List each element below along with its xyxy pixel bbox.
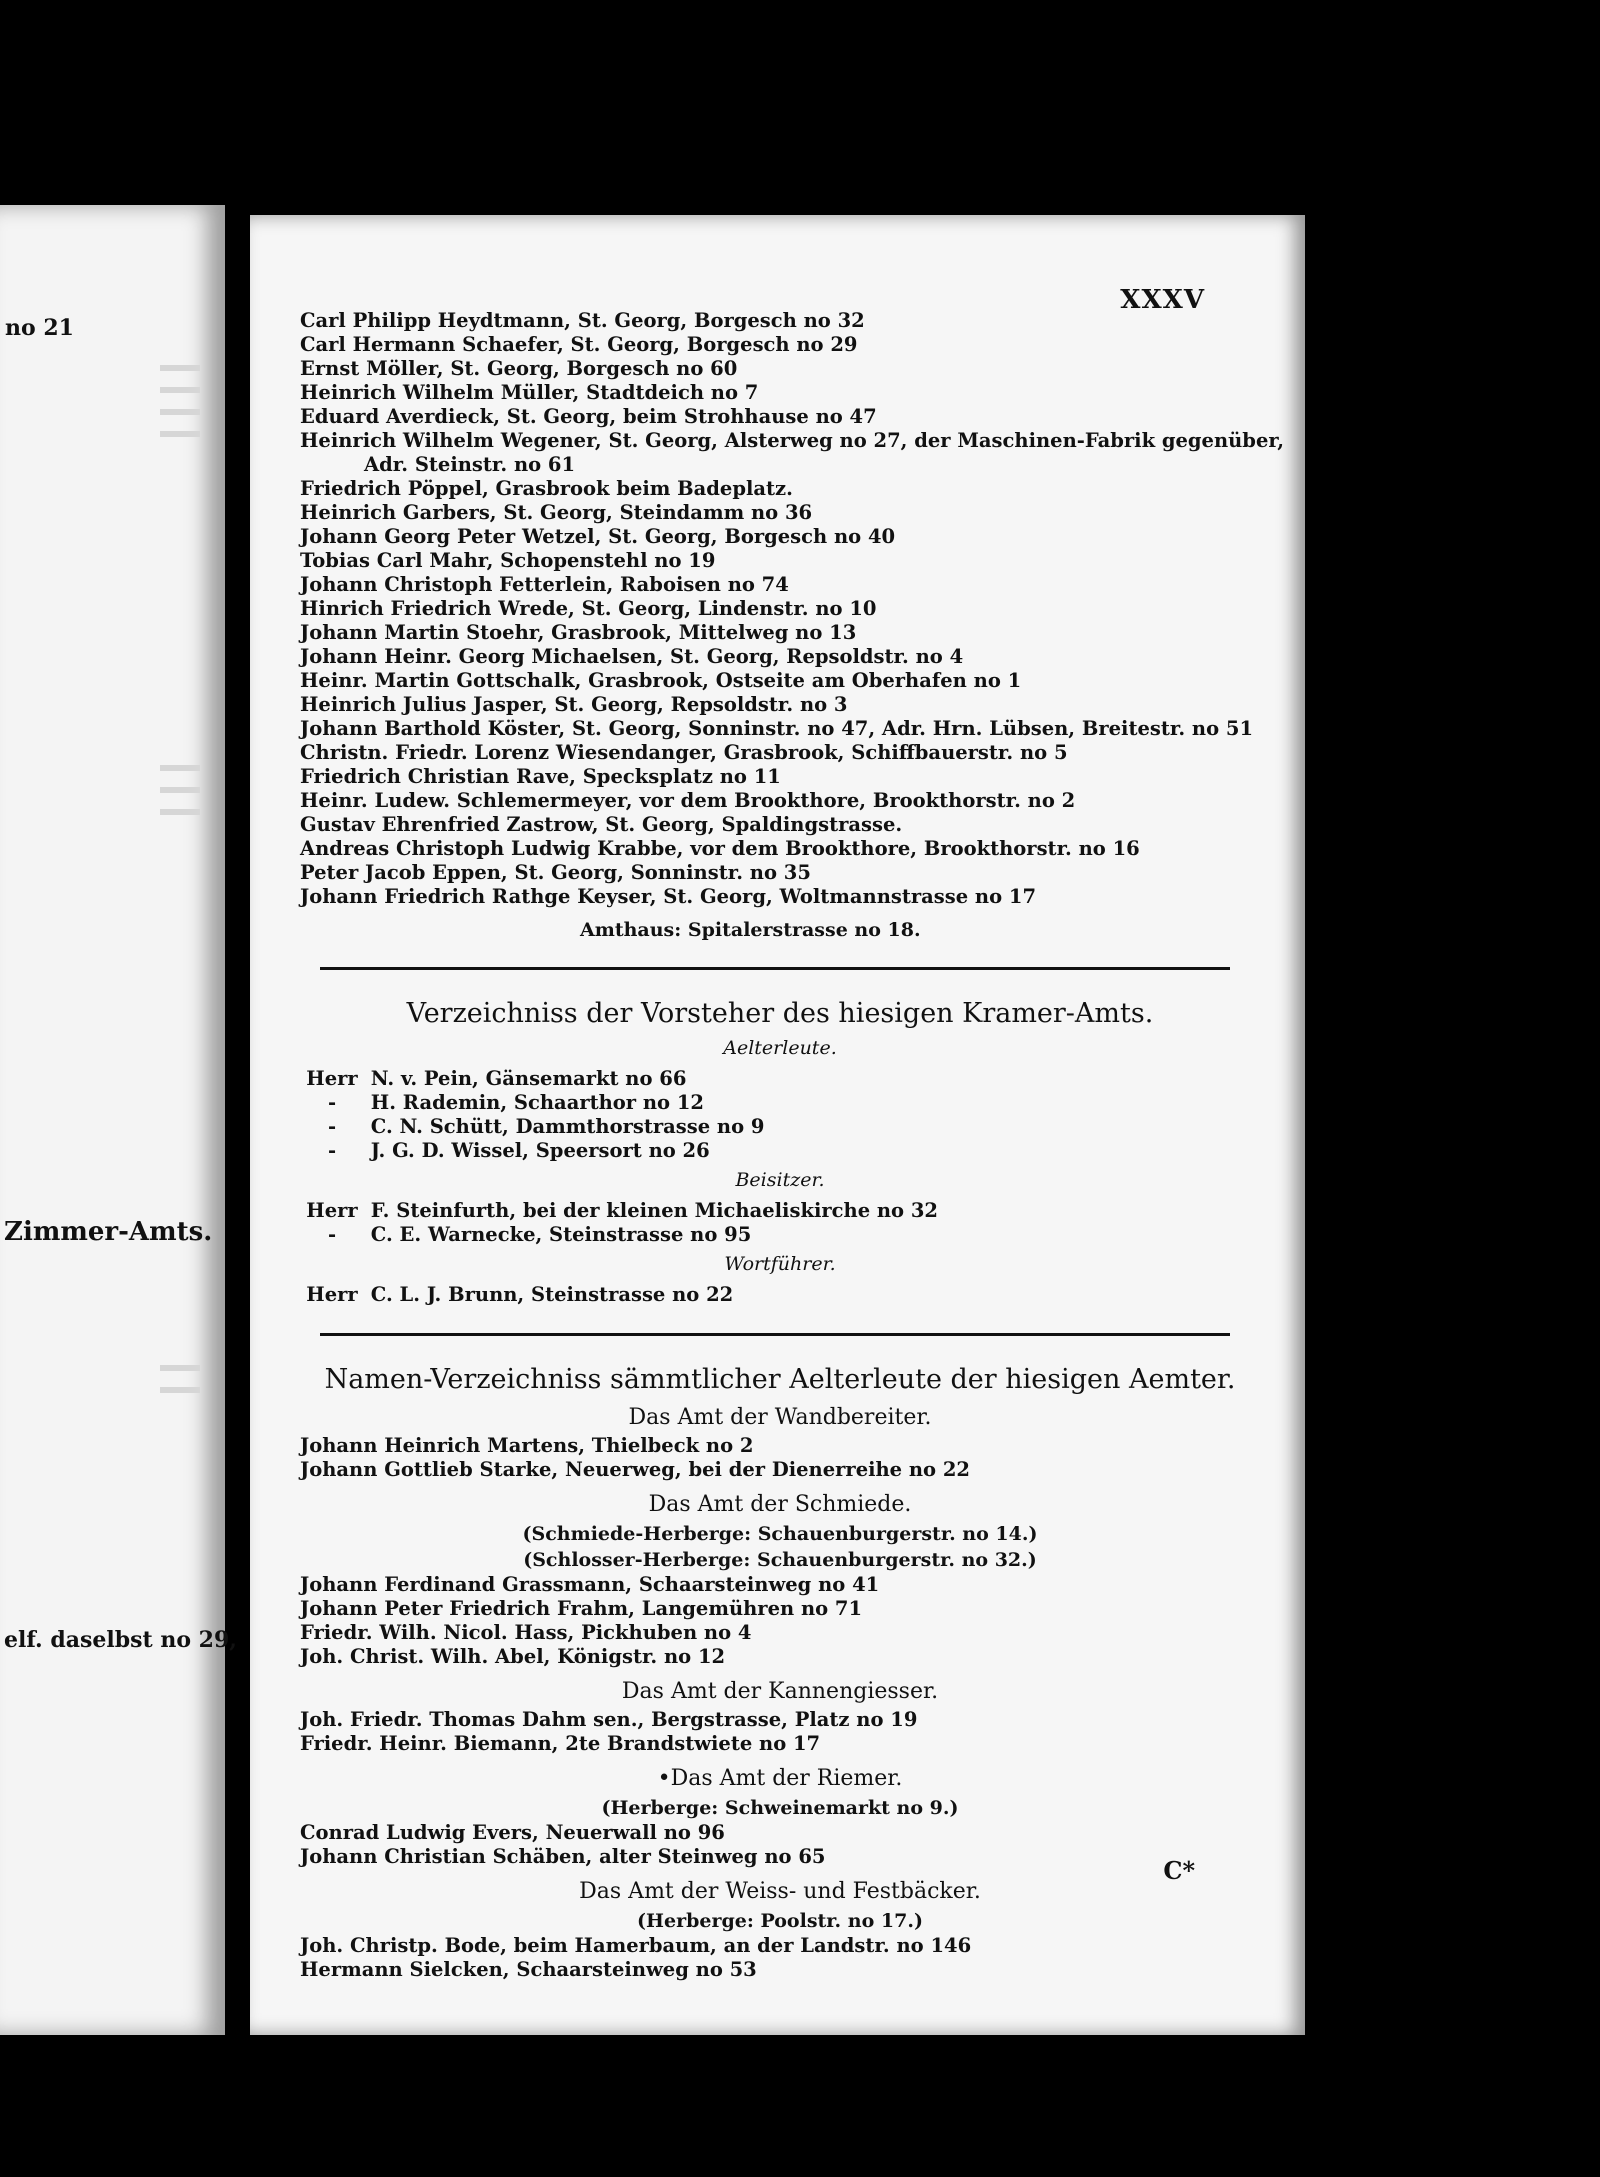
- list-item: N. v. Pein, Gänsemarkt no 66: [370, 1067, 687, 1090]
- list-item: Heinrich Garbers, St. Georg, Steindamm no 36: [300, 501, 813, 524]
- amt-section-wandbereiter: [300, 1405, 1260, 1482]
- left-page-fragment: [0, 205, 237, 2035]
- list-item: Joh. Friedr. Thomas Dahm sen., Bergstrasse, Platz no 19: [300, 1708, 918, 1731]
- list-item: Johann Heinr. Georg Michaelsen, St. Georg, Repsoldstr. no 4: [300, 645, 964, 668]
- herberge-note: (Herberge: Poolstr. no 17.): [637, 1910, 923, 1932]
- entry-prefix: -: [327, 1139, 337, 1162]
- list-item: C. N. Schütt, Dammthorstrasse no 9: [370, 1115, 765, 1138]
- aelterleute-list: [300, 1067, 1260, 1163]
- list-item: Johann Christian Schäben, alter Steinweg no 65: [300, 1845, 826, 1868]
- list-item: Johann Heinrich Martens, Thielbeck no 2: [300, 1434, 754, 1457]
- list-item: Johann Gottlieb Starke, Neuerweg, bei der Dienerreihe no 22: [300, 1458, 970, 1481]
- list-item: Heinrich Wilhelm Müller, Stadtdeich no 7: [300, 381, 759, 404]
- list-item: Friedr. Wilh. Nicol. Hass, Pickhuben no 4: [300, 1621, 752, 1644]
- beisitzer-list: [300, 1199, 1260, 1247]
- entry-prefix: -: [327, 1223, 337, 1246]
- entry-prefix: Herr: [306, 1067, 358, 1090]
- entry-prefix: -: [327, 1115, 337, 1138]
- list-item: Johann Georg Peter Wetzel, St. Georg, Borgesch no 40: [300, 525, 896, 548]
- beisitzer-label: Beisitzer.: [735, 1169, 825, 1191]
- list-item: Peter Jacob Eppen, St. Georg, Sonninstr. no 35: [300, 861, 811, 884]
- amt-heading: •Das Amt der Riemer.: [657, 1766, 903, 1791]
- list-item: Friedrich Pöppel, Grasbrook beim Badeplatz.: [300, 477, 793, 500]
- list-item: Friedr. Heinr. Biemann, 2te Brandstwiete no 17: [300, 1732, 821, 1755]
- list-item: Joh. Christp. Bode, beim Hamerbaum, an der Landstr. no 146: [300, 1934, 972, 1957]
- list-item-continuation: Adr. Steinstr. no 61: [364, 453, 576, 476]
- list-item: C. E. Warnecke, Steinstrasse no 95: [370, 1223, 752, 1246]
- list-item: Carl Hermann Schaefer, St. Georg, Borgesch no 29: [300, 333, 858, 356]
- list-item: Andreas Christoph Ludwig Krabbe, vor dem Brookthore, Brookthorstr. no 16: [300, 837, 1140, 860]
- list-item: Christn. Friedr. Lorenz Wiesendanger, Grasbrook, Schiffbauerstr. no 5: [300, 741, 1068, 764]
- list-item: J. G. D. Wissel, Speersort no 26: [370, 1139, 710, 1162]
- list-item: Ernst Möller, St. Georg, Borgesch no 60: [300, 357, 738, 380]
- list-item: Tobias Carl Mahr, Schopenstehl no 19: [300, 549, 716, 572]
- residents-list: [300, 309, 1284, 909]
- list-item: C. L. J. Brunn, Steinstrasse no 22: [370, 1283, 734, 1306]
- list-item: Hermann Sielcken, Schaarsteinweg no 53: [300, 1958, 757, 1981]
- list-item: Johann Martin Stoehr, Grasbrook, Mittelweg no 13: [300, 621, 857, 644]
- list-item: Heinrich Julius Jasper, St. Georg, Repsoldstr. no 3: [300, 693, 848, 716]
- herberge-note: (Schlosser-Herberge: Schauenburgerstr. no 32.): [523, 1549, 1037, 1571]
- amt-heading: Das Amt der Wandbereiter.: [628, 1405, 932, 1430]
- list-item: Heinr. Martin Gottschalk, Grasbrook, Ostseite am Oberhafen no 1: [300, 669, 1022, 692]
- page-number: XXXV: [1120, 285, 1205, 315]
- list-item: Hinrich Friedrich Wrede, St. Georg, Lindenstr. no 10: [300, 597, 877, 620]
- list-item: Johann Ferdinand Grassmann, Schaarsteinweg no 41: [300, 1573, 880, 1596]
- entry-prefix: Herr: [306, 1283, 358, 1306]
- amt-heading: Das Amt der Weiss- und Festbäcker.: [579, 1879, 981, 1904]
- list-item: Johann Christoph Fetterlein, Raboisen no 74: [300, 573, 789, 596]
- amt-heading: Das Amt der Schmiede.: [648, 1492, 912, 1517]
- list-item: Gustav Ehrenfried Zastrow, St. Georg, Spaldingstrasse.: [300, 813, 903, 836]
- list-item: Johann Friedrich Rathge Keyser, St. Georg, Woltmannstrasse no 17: [300, 885, 1037, 908]
- left-fragment-text: elf. daselbst no 29,: [4, 1627, 237, 1653]
- entry-prefix: -: [327, 1091, 337, 1114]
- section-divider: [320, 1333, 1230, 1336]
- amt-section-baecker: [300, 1879, 1260, 1982]
- page-content: [300, 309, 1284, 1982]
- list-item: Conrad Ludwig Evers, Neuerwall no 96: [300, 1821, 725, 1844]
- wortfuehrer-label: Wortführer.: [724, 1253, 836, 1275]
- right-page: [250, 215, 1305, 2035]
- amt-heading: Das Amt der Kannengiesser.: [621, 1679, 939, 1704]
- wortfuehrer-list: [300, 1283, 1260, 1307]
- amt-section-schmiede: [300, 1492, 1260, 1669]
- list-item: Johann Barthold Köster, St. Georg, Sonninstr. no 47, Adr. Hrn. Lübsen, Breitestr. no 51: [300, 717, 1254, 740]
- amt-section-kannengiesser: [300, 1679, 1260, 1756]
- list-item: Eduard Averdieck, St. Georg, beim Strohhause no 47: [300, 405, 877, 428]
- amt-section-riemer: [300, 1766, 1260, 1869]
- left-fragment-heading: Zimmer-Amts.: [4, 1217, 213, 1247]
- herberge-note: (Schmiede-Herberge: Schauenburgerstr. no 14.): [522, 1523, 1038, 1545]
- list-item: Heinrich Wilhelm Wegener, St. Georg, Alsterweg no 27, der Maschinen-Fabrik gegenüber,: [300, 429, 1284, 452]
- aemter-heading: Namen-Verzeichniss sämmtlicher Aelterleute der hiesigen Aemter.: [324, 1364, 1236, 1395]
- kramer-heading: Verzeichniss der Vorsteher des hiesigen Kramer-Amts.: [406, 998, 1154, 1029]
- list-item: Joh. Christ. Wilh. Abel, Königstr. no 12: [300, 1645, 726, 1668]
- signature-mark: C*: [1163, 1856, 1195, 1885]
- list-item: Friedrich Christian Rave, Specksplatz no 11: [300, 765, 781, 788]
- herberge-note: (Herberge: Schweinemarkt no 9.): [601, 1797, 959, 1819]
- entry-prefix: Herr: [306, 1199, 358, 1222]
- list-item: Heinr. Ludew. Schlemermeyer, vor dem Brookthore, Brookthorstr. no 2: [300, 789, 1076, 812]
- section-divider: [320, 967, 1230, 970]
- list-item: Johann Peter Friedrich Frahm, Langemühren no 71: [300, 1597, 863, 1620]
- left-fragment-number: no 21: [5, 315, 74, 341]
- list-item: F. Steinfurth, bei der kleinen Michaeliskirche no 32: [370, 1199, 938, 1222]
- list-item: H. Rademin, Schaarthor no 12: [370, 1091, 704, 1114]
- list-item: Carl Philipp Heydtmann, St. Georg, Borgesch no 32: [300, 309, 865, 332]
- aelterleute-label: Aelterleute.: [723, 1037, 837, 1059]
- amthaus-address: Amthaus: Spitalerstrasse no 18.: [580, 919, 921, 941]
